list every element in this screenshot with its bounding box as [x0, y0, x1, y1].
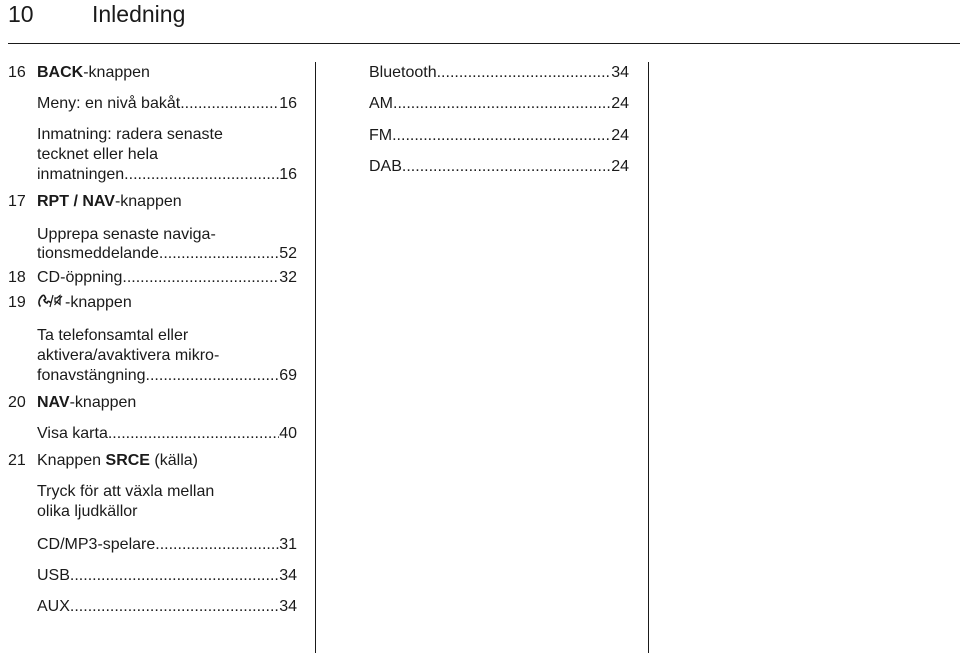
column-divider-left: [315, 62, 316, 653]
item-number-16: 16: [8, 64, 26, 81]
item-number-21: 21: [8, 452, 26, 469]
page-number: 24: [611, 158, 629, 175]
entry-text: AUX: [37, 598, 70, 615]
leader-dots: [108, 424, 279, 444]
toc-entry-visa-karta[interactable]: [37, 424, 297, 444]
entry-line: Upprepa senaste naviga-: [37, 226, 216, 243]
entry-text: AM: [369, 95, 393, 112]
leader-dots: [122, 268, 279, 288]
entry-line: Tryck för att växla mellan: [37, 483, 215, 500]
leader-dots: [124, 165, 279, 185]
leader-dots: [393, 94, 611, 114]
toc-entry-meny[interactable]: [37, 94, 297, 114]
key-suffix: -knappen: [83, 64, 150, 81]
key-label-nav: NAV: [37, 394, 70, 411]
entry-text: USB: [37, 567, 70, 584]
page-number: 69: [279, 367, 297, 384]
page-number: 34: [279, 567, 297, 584]
item-heading-20: [37, 393, 136, 413]
entry-line: Ta telefonsamtal eller: [37, 327, 189, 344]
heading-prefix: Knappen: [37, 452, 106, 469]
toc-entry-aux[interactable]: [37, 597, 297, 617]
phone-mute-icon: [37, 293, 65, 309]
entry-line: Inmatning: radera senaste: [37, 126, 223, 143]
page-number: 32: [279, 269, 297, 286]
item-heading-19: [37, 293, 132, 313]
leader-dots: [70, 597, 279, 617]
page-number: 34: [611, 64, 629, 81]
page-number: 16: [279, 166, 297, 183]
leader-dots: [70, 566, 279, 586]
key-label-back: BACK: [37, 64, 84, 81]
key-label-srce: SRCE: [105, 452, 150, 469]
item-heading-21: [37, 451, 198, 471]
item-heading-16: [37, 63, 150, 83]
toc-entry-fonavstangning[interactable]: [37, 366, 297, 386]
entry-text: DAB: [369, 158, 402, 175]
entry-line: aktivera/avaktivera mikro-: [37, 347, 220, 364]
leader-dots: [146, 366, 280, 386]
entry-line: tecknet eller hela: [37, 146, 158, 163]
leader-dots: [392, 126, 611, 146]
toc-entry-fm[interactable]: [369, 126, 629, 146]
entry-text: fonavstängning: [37, 367, 146, 384]
key-label-rpt-nav: RPT / NAV: [37, 193, 115, 210]
page-number: 24: [611, 95, 629, 112]
key-suffix: -knappen: [69, 394, 137, 411]
leader-dots: [437, 63, 612, 83]
item-heading-17: [37, 192, 182, 212]
entry-text: inmatningen: [37, 166, 125, 183]
entry-line: olika ljudkällor: [37, 503, 138, 520]
item-number-20: 20: [8, 394, 26, 411]
toc-entry-cd-oppning[interactable]: [37, 268, 297, 288]
heading-suffix: (källa): [149, 452, 198, 469]
entry-text: Bluetooth: [369, 64, 437, 81]
entry-text: Visa karta: [37, 425, 108, 442]
item-number-17: 17: [8, 193, 26, 210]
page-number: 40: [279, 425, 297, 442]
key-suffix: -knappen: [65, 294, 132, 311]
key-suffix: -knappen: [114, 193, 182, 210]
page-number: 34: [279, 598, 297, 615]
page-number: 24: [611, 127, 629, 144]
leader-dots: [155, 535, 279, 555]
leader-dots: [159, 244, 279, 264]
toc-entry-inmatning[interactable]: [37, 165, 297, 185]
toc-entry-upprepa[interactable]: [37, 244, 297, 264]
header-divider: [8, 43, 960, 44]
page-number: 31: [279, 536, 297, 553]
column-divider-right: [648, 62, 649, 653]
item-number-18: 18: [8, 269, 26, 286]
entry-text: CD-öppning: [37, 269, 123, 286]
chapter-title: Inledning: [92, 1, 186, 27]
leader-dots: [180, 94, 279, 114]
entry-text: FM: [369, 127, 393, 144]
entry-text: tionsmeddelande: [37, 245, 159, 262]
toc-entry-bluetooth[interactable]: [369, 63, 629, 83]
leader-dots: [402, 157, 611, 177]
toc-entry-usb[interactable]: [37, 566, 297, 586]
toc-entry-dab[interactable]: [369, 157, 629, 177]
toc-entry-am[interactable]: [369, 94, 629, 114]
page-number: 52: [279, 245, 297, 262]
page-number: 16: [279, 95, 297, 112]
toc-entry-cd-mp3[interactable]: [37, 535, 297, 555]
entry-text: CD/MP3-spelare: [37, 536, 156, 553]
entry-text: Meny: en nivå bakåt: [37, 95, 181, 112]
chapter-number: 10: [8, 1, 34, 27]
item-number-19: 19: [8, 294, 26, 311]
